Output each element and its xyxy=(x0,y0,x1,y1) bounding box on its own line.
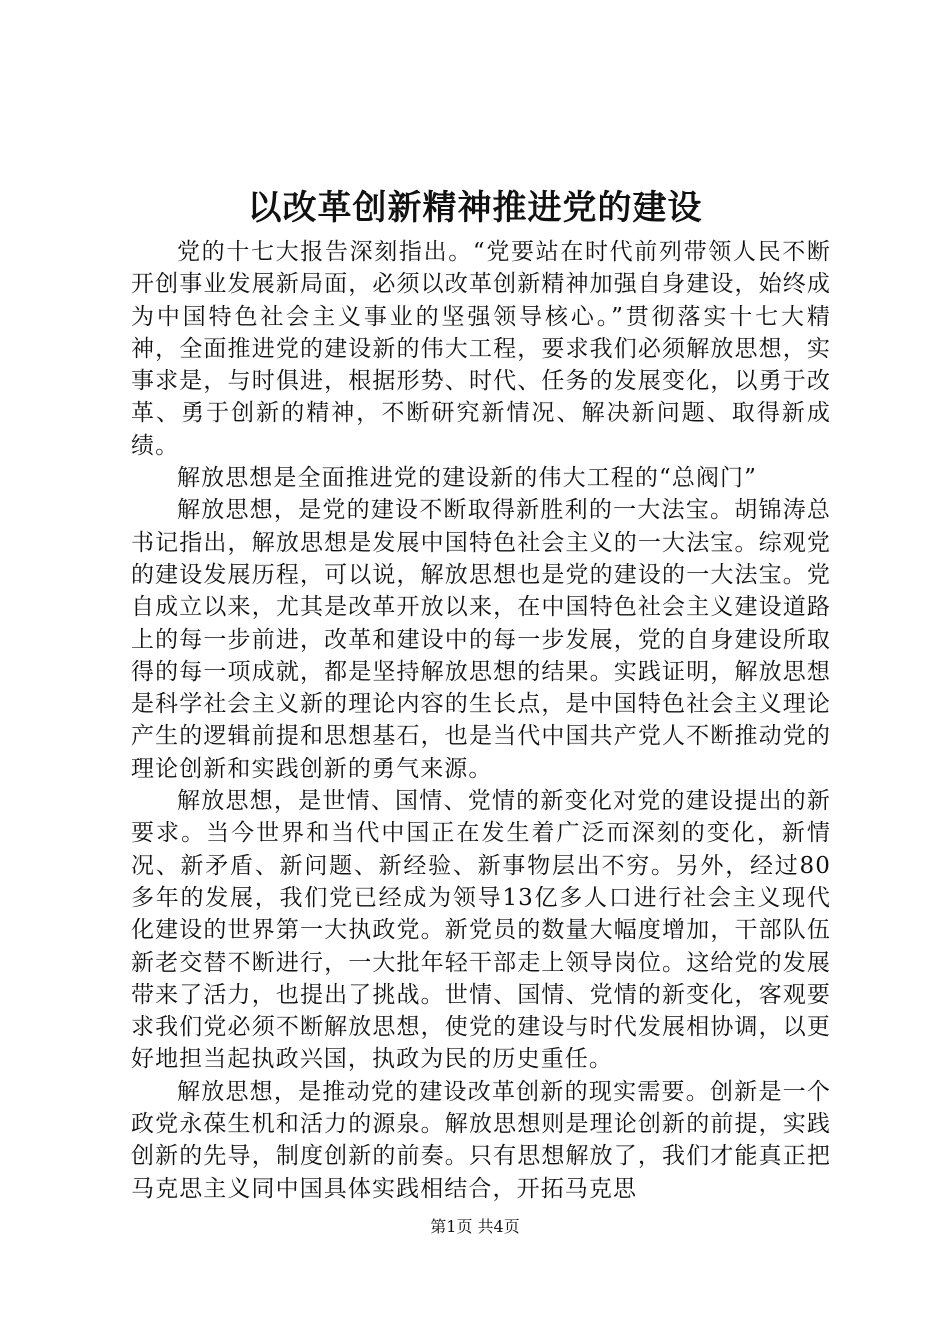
page-footer: 第1页 共4页 xyxy=(430,1217,520,1236)
paragraph-magic-weapon: 解放思想，是党的建设不断取得新胜利的一大法宝。胡锦涛总书记指出，解放思想是发展中国特色社会主义的一大法宝。综观党的建设发展历程，可以说，解放思想也是党的建设的一大法宝。党自成立以来，尤其是改革开放以来，在中国特色社会主义建设道路上的每一步前进，改革和建设中的每一步发展，党的自身建设所取得的每一项成就，都是坚持解放思想的结果。实践证明，解放思想是科学社会主义新的理论内容的生长点，是中国特色社会主义理论产生的逻辑前提和思想基石，也是当代中国共产党人不断推动党的理论创新和实践创新的勇气来源。 xyxy=(131,497,831,782)
paragraph-intro: 党的十七大报告深刻指出。“党要站在时代前列带领人民不断开创事业发展新局面，必须以改革创新精神加强自身建设，始终成为中国特色社会主义事业的坚强领导核心。”贯彻落实十七大精神，全面推进党的建设新的伟大工程，要求我们必须解放思想，实事求是，与时俱进，根据形势、时代、任务的发展变化，以勇于改革、勇于创新的精神，不断研究新情况、解决新问题、取得新成绩。 xyxy=(131,239,831,459)
paragraph-new-requirements: 解放思想，是世情、国情、党情的新变化对党的建设提出的新要求。当今世界和当代中国正在发生着广泛而深刻的变化，新情况、新矛盾、新问题、新经验、新事物层出不穷。另外，经过80多年的发展，我们党已经成为领导13亿多人口进行社会主义现代化建设的世界第一大执政党。新党员的数量大幅度增加，干部队伍新老交替不断进行，一大批年轻干部走上领导岗位。这给党的发展带来了活力，也提出了挑战。世情、国情、党情的新变化，客观要求我们党必须不断解放思想，使党的建设与时代发展相协调，以更好地担当起执政兴国，执政为民的历史重任。 xyxy=(131,788,831,1073)
section-heading: 解放思想是全面推进党的建设新的伟大工程的“总阀门” xyxy=(177,465,758,492)
document-title: 以改革创新精神推进党的建设 xyxy=(247,188,703,228)
paragraph-reform-innovation: 解放思想，是推动党的建设改革创新的现实需要。创新是一个政党永葆生机和活力的源泉。解放思想则是理论创新的前提，实践创新的先导，制度创新的前奏。只有思想解放了，我们才能真正把马克思主义同中国具体实践相结合，开拓马克思 xyxy=(131,1078,831,1202)
document-body xyxy=(131,236,831,1205)
